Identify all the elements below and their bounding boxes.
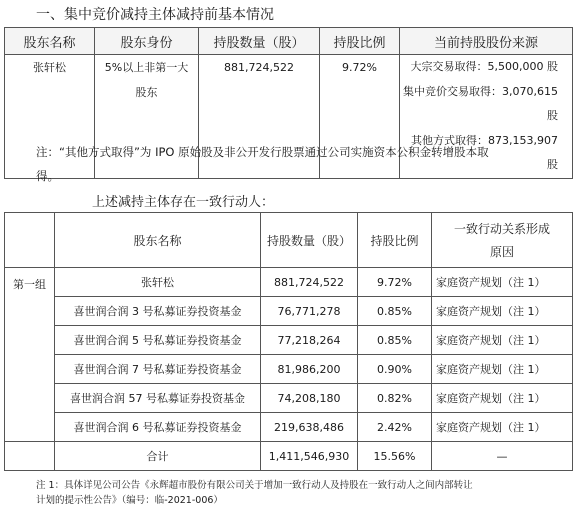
row-reason: 家庭资产规划（注 1） xyxy=(432,355,573,384)
section-title: 一、集中竞价减持主体减持前基本情况 xyxy=(36,7,274,23)
header-relation-reason-line2: 原因 xyxy=(489,245,514,259)
row-reason: 家庭资产规划（注 1） xyxy=(432,297,573,326)
row-holder-name: 喜世润合润 57 号私募证券投资基金 xyxy=(55,384,261,413)
row-ratio: 0.90% xyxy=(358,355,432,384)
row-shares: 76,771,278 xyxy=(261,297,358,326)
total-shares: 1,411,546,930 xyxy=(261,442,358,471)
header-ratio: 持股比例 xyxy=(320,28,400,55)
table-row xyxy=(5,297,573,326)
header-shares: 持股数量（股） xyxy=(199,28,320,55)
source-other: 其他方式取得：873,153,907 股 xyxy=(411,133,558,171)
row-reason: 家庭资产规划（注 1） xyxy=(432,413,573,442)
row-shares: 219,638,486 xyxy=(261,413,358,442)
holder-name: 张轩松 xyxy=(5,55,95,179)
holder-shares: 881,724,522 xyxy=(199,55,320,179)
header-holder-name: 股东名称 xyxy=(5,28,95,55)
row-holder-name: 喜世润合润 6 号私募证券投资基金 xyxy=(55,413,261,442)
header-shares: 持股数量（股） xyxy=(261,213,358,268)
row-ratio: 0.85% xyxy=(358,297,432,326)
header-holder-identity: 股东身份 xyxy=(95,28,199,55)
header-ratio: 持股比例 xyxy=(358,213,432,268)
footnote xyxy=(36,478,556,508)
note-line2: 得。 xyxy=(36,169,59,183)
row-ratio: 0.82% xyxy=(358,384,432,413)
row-holder-name: 喜世润合润 5 号私募证券投资基金 xyxy=(55,326,261,355)
row-ratio: 0.85% xyxy=(358,326,432,355)
table1-header-row xyxy=(5,28,573,55)
holder-identity-line1: 5%以上非第一大 xyxy=(104,61,189,74)
table-row xyxy=(5,384,573,413)
header-holder-name: 股东名称 xyxy=(55,213,261,268)
total-row xyxy=(5,442,573,471)
row-holder-name: 喜世润合润 7 号私募证券投资基金 xyxy=(55,355,261,384)
header-relation-reason-line1: 一致行动关系形成 xyxy=(453,222,550,236)
header-relation-reason xyxy=(432,213,573,268)
total-reason: — xyxy=(432,442,573,471)
row-reason: 家庭资产规划（注 1） xyxy=(432,384,573,413)
source-block-trade: 大宗交易取得：5,500,000 股 xyxy=(410,60,558,73)
row-holder-name: 喜世润合润 3 号私募证券投资基金 xyxy=(55,297,261,326)
holder-identity-line2: 股东 xyxy=(135,86,158,99)
row-ratio: 2.42% xyxy=(358,413,432,442)
total-ratio: 15.56% xyxy=(358,442,432,471)
concert-parties-intro: 上述减持主体存在一致行动人： xyxy=(92,195,275,210)
row-reason: 家庭资产规划（注 1） xyxy=(432,326,573,355)
holder-ratio: 9.72% xyxy=(320,55,400,179)
note-other-sources xyxy=(36,140,556,188)
table2-header-row xyxy=(5,213,573,268)
row-shares: 81,986,200 xyxy=(261,355,358,384)
concert-parties-table xyxy=(4,212,573,471)
table-row xyxy=(5,326,573,355)
total-group-cell xyxy=(5,442,55,471)
footnote-line2: 计划的提示性公告》（编号：临-2021-006） xyxy=(36,495,223,506)
row-reason: 家庭资产规划（注 1） xyxy=(432,268,573,297)
header-share-source: 当前持股股份来源 xyxy=(400,28,573,55)
table-row xyxy=(5,355,573,384)
row-holder-name: 张轩松 xyxy=(55,268,261,297)
row-shares: 74,208,180 xyxy=(261,384,358,413)
source-call-auction: 集中竞价交易取得：3,070,615 股 xyxy=(403,84,558,122)
row-ratio: 9.72% xyxy=(358,268,432,297)
note-line1: 注：“其他方式取得”为 IPO 原始股及非公开发行股票通过公司实施资本公积金转增股本取 xyxy=(36,145,489,159)
header-group xyxy=(5,213,55,268)
row-shares: 77,218,264 xyxy=(261,326,358,355)
total-label: 合计 xyxy=(55,442,261,471)
group-label: 第一组 xyxy=(5,268,55,442)
row-shares: 881,724,522 xyxy=(261,268,358,297)
table-row xyxy=(5,268,573,297)
footnote-line1: 注 1：具体详见公司公告《永辉超市股份有限公司关于增加一致行动人及持股在一致行动人之间内部转让 xyxy=(36,480,473,491)
table-row xyxy=(5,413,573,442)
